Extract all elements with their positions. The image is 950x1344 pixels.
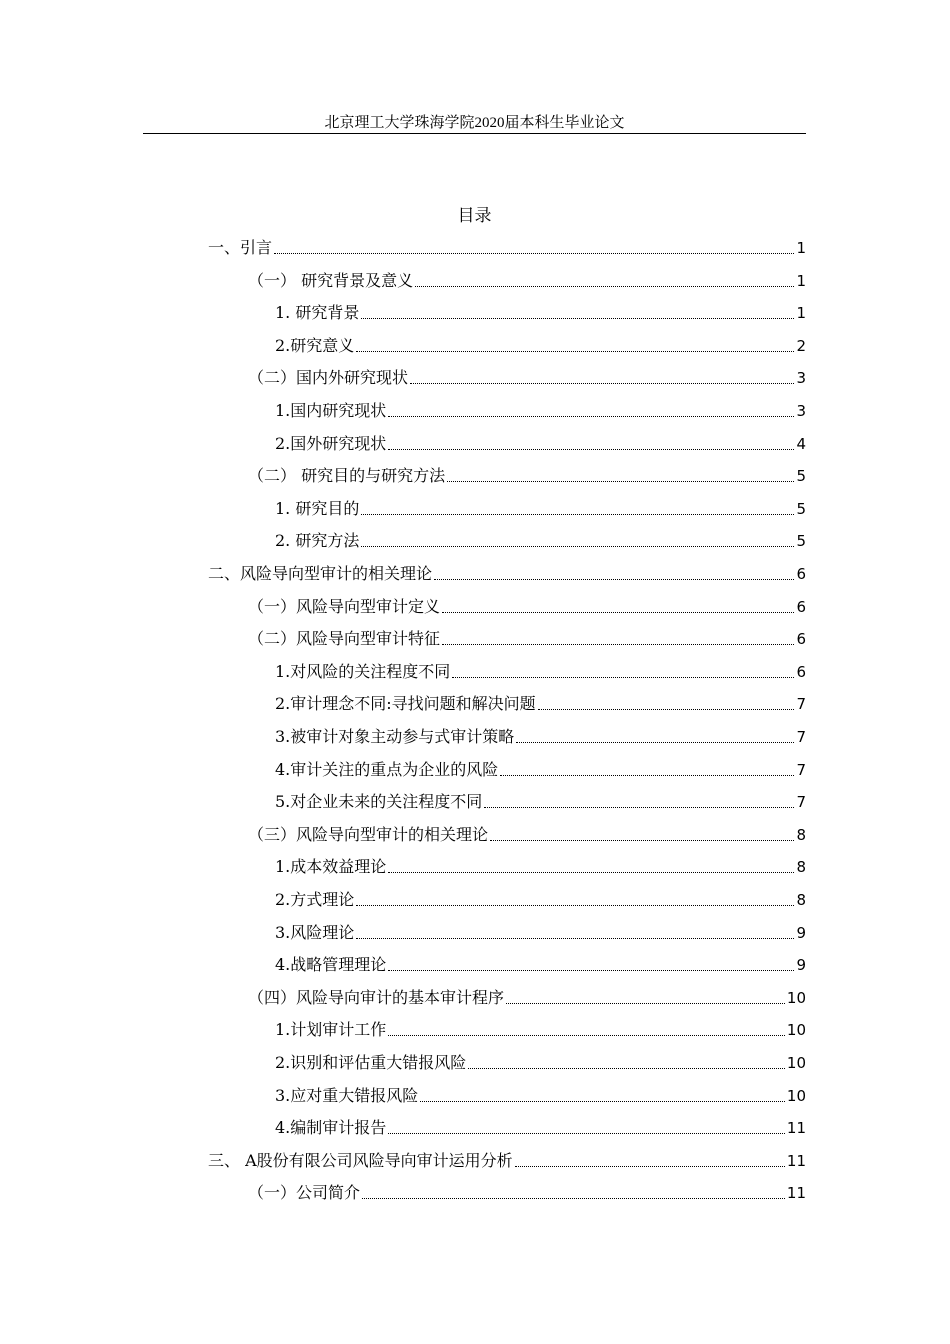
toc-entry-page: 11 bbox=[786, 1151, 806, 1170]
toc-entry[interactable] bbox=[275, 749, 806, 781]
toc-entry[interactable] bbox=[248, 977, 806, 1009]
dot-leader bbox=[452, 677, 794, 678]
toc-entry[interactable] bbox=[248, 618, 806, 650]
toc-entry-page: 1 bbox=[796, 239, 806, 257]
dot-leader bbox=[362, 1198, 785, 1199]
dot-leader bbox=[415, 286, 794, 287]
toc-entry[interactable] bbox=[248, 586, 806, 618]
toc-entry[interactable] bbox=[275, 716, 806, 748]
dot-leader bbox=[361, 514, 794, 515]
running-header: 北京理工大学珠海学院2020届本科生毕业论文 bbox=[324, 115, 625, 131]
toc-entry-page: 3 bbox=[796, 402, 806, 420]
toc-entry-label: 2.方式理论 bbox=[275, 890, 355, 909]
toc-entry-page: 6 bbox=[796, 597, 806, 616]
toc-entry-label: 三、 A股份有限公司风险导向审计运用分析 bbox=[208, 1150, 513, 1170]
dot-leader bbox=[420, 1101, 785, 1102]
toc-entry[interactable] bbox=[275, 292, 806, 324]
dot-leader bbox=[442, 644, 794, 645]
toc-entry[interactable] bbox=[275, 912, 806, 944]
dot-leader bbox=[442, 612, 794, 613]
toc-entry[interactable] bbox=[248, 814, 806, 846]
toc-entry-page: 7 bbox=[796, 728, 806, 746]
toc-entry-page: 8 bbox=[796, 825, 806, 844]
toc-entry-page: 6 bbox=[796, 630, 806, 649]
toc-entry-page: 4 bbox=[796, 434, 806, 453]
toc-entry-label: 二、风险导向型审计的相关理论 bbox=[208, 564, 433, 583]
toc-entry-page: 5 bbox=[796, 499, 806, 518]
dot-leader bbox=[388, 872, 794, 873]
toc-entry-label: 5.对企业未来的关注程度不同 bbox=[275, 792, 483, 812]
toc-entry-page: 2 bbox=[796, 336, 806, 355]
toc-entry[interactable] bbox=[275, 1042, 806, 1074]
dot-leader bbox=[516, 742, 794, 743]
dot-leader bbox=[274, 253, 794, 254]
toc-entry-page: 5 bbox=[796, 532, 806, 551]
dot-leader bbox=[506, 1003, 785, 1004]
toc-entry-page: 6 bbox=[796, 565, 806, 583]
toc-entry-page: 10 bbox=[786, 1021, 806, 1040]
dot-leader bbox=[468, 1068, 785, 1069]
toc-entry-label: （三）风险导向型审计的相关理论 bbox=[248, 824, 489, 844]
toc-entry-page: 6 bbox=[796, 662, 806, 681]
toc-entry-label: 3.风险理论 bbox=[275, 922, 355, 942]
toc-entry-page: 3 bbox=[796, 369, 806, 388]
toc-entry-label: （一）公司简介 bbox=[248, 1183, 361, 1203]
toc-entry-label: 4.编制审计报告 bbox=[275, 1118, 387, 1138]
toc-entry[interactable] bbox=[275, 1009, 806, 1041]
toc-entry[interactable] bbox=[275, 520, 806, 552]
toc-entry-page: 10 bbox=[786, 1086, 806, 1105]
dot-leader bbox=[490, 840, 794, 841]
toc-entry-label: 1.国内研究现状 bbox=[275, 401, 387, 420]
toc-entry-page: 7 bbox=[796, 760, 806, 779]
toc-entry-label: 1. 研究背景 bbox=[275, 303, 360, 323]
toc-entry[interactable] bbox=[208, 1140, 806, 1172]
dot-leader bbox=[361, 318, 794, 319]
header-rule bbox=[143, 133, 806, 134]
toc-entry-label: （四）风险导向审计的基本审计程序 bbox=[248, 987, 505, 1007]
toc-entry[interactable] bbox=[248, 357, 806, 389]
dot-leader bbox=[388, 1133, 785, 1134]
toc-entry[interactable] bbox=[275, 879, 806, 911]
toc-entry-page: 7 bbox=[796, 695, 806, 714]
toc-entry[interactable] bbox=[275, 846, 806, 878]
dot-leader bbox=[388, 416, 794, 417]
toc-entry[interactable] bbox=[248, 260, 806, 292]
dot-leader bbox=[447, 481, 794, 482]
toc-entry-page: 8 bbox=[796, 858, 806, 877]
toc-entry[interactable] bbox=[275, 1107, 806, 1139]
toc-entry-label: 3.被审计对象主动参与式审计策略 bbox=[275, 727, 515, 746]
toc-entry-page: 10 bbox=[786, 988, 806, 1007]
toc-entry-page: 9 bbox=[796, 956, 806, 975]
toc-entry[interactable] bbox=[275, 325, 806, 357]
dot-leader bbox=[388, 970, 794, 971]
toc-entry-page: 8 bbox=[796, 891, 806, 909]
toc-entry-label: （一） 研究背景及意义 bbox=[248, 270, 414, 290]
toc-entry-label: 2.国外研究现状 bbox=[275, 433, 387, 453]
toc-entry[interactable] bbox=[275, 390, 806, 422]
dot-leader bbox=[434, 579, 794, 580]
toc-entry[interactable] bbox=[248, 1172, 806, 1204]
toc-entry-page: 1 bbox=[796, 271, 806, 290]
toc-entry[interactable] bbox=[208, 553, 806, 585]
toc-entry[interactable] bbox=[275, 423, 806, 455]
toc-entry[interactable] bbox=[275, 781, 806, 813]
toc-entry-page: 11 bbox=[786, 1184, 806, 1203]
toc-entry[interactable] bbox=[275, 683, 806, 715]
toc-entry-label: 1.成本效益理论 bbox=[275, 857, 387, 877]
toc-entry[interactable] bbox=[208, 227, 806, 259]
dot-leader bbox=[515, 1166, 785, 1167]
dot-leader bbox=[410, 383, 794, 384]
toc-entry-page: 1 bbox=[796, 304, 806, 323]
toc-entry-label: 3.应对重大错报风险 bbox=[275, 1085, 419, 1105]
toc-entry-label: 一、引言 bbox=[208, 238, 273, 257]
toc-entry[interactable] bbox=[275, 1075, 806, 1107]
toc-title: 目录 bbox=[457, 206, 492, 226]
toc-entry-label: 1.对风险的关注程度不同 bbox=[275, 661, 451, 681]
dot-leader bbox=[500, 775, 794, 776]
toc-entry-page: 7 bbox=[796, 793, 806, 812]
toc-entry[interactable] bbox=[275, 488, 806, 520]
toc-entry-label: 2. 研究方法 bbox=[275, 531, 360, 551]
toc-entry-label: 2.审计理念不同:寻找问题和解决问题 bbox=[275, 694, 536, 714]
toc-entry-label: 2.识别和评估重大错报风险 bbox=[275, 1053, 467, 1072]
dot-leader bbox=[388, 449, 794, 450]
toc-entry[interactable] bbox=[275, 651, 806, 683]
dot-leader bbox=[356, 905, 794, 906]
toc-entry-label: 1. 研究目的 bbox=[275, 498, 360, 518]
toc-entry-page: 5 bbox=[796, 467, 806, 486]
toc-entry-label: （二） 研究目的与研究方法 bbox=[248, 466, 446, 486]
toc-entry-label: 4.战略管理理论 bbox=[275, 955, 387, 975]
toc-entry-page: 11 bbox=[786, 1119, 806, 1138]
dot-leader bbox=[538, 709, 795, 710]
toc-entry[interactable] bbox=[248, 455, 806, 487]
toc-entry[interactable] bbox=[275, 944, 806, 976]
dot-leader bbox=[484, 807, 794, 808]
dot-leader bbox=[361, 546, 794, 547]
toc-entry-label: （二）风险导向型审计特征 bbox=[248, 629, 441, 649]
dot-leader bbox=[356, 938, 794, 939]
toc-entry-label: （一）风险导向型审计定义 bbox=[248, 596, 441, 616]
toc-entry-label: （二）国内外研究现状 bbox=[248, 368, 409, 388]
toc-entry-label: 2.研究意义 bbox=[275, 335, 355, 355]
dot-leader bbox=[388, 1035, 785, 1036]
toc-entry-page: 10 bbox=[786, 1054, 806, 1072]
toc-entry-label: 4.审计关注的重点为企业的风险 bbox=[275, 759, 499, 779]
toc-entry-label: 1.计划审计工作 bbox=[275, 1020, 387, 1040]
toc-entry-page: 9 bbox=[796, 923, 806, 942]
dot-leader bbox=[356, 351, 794, 352]
